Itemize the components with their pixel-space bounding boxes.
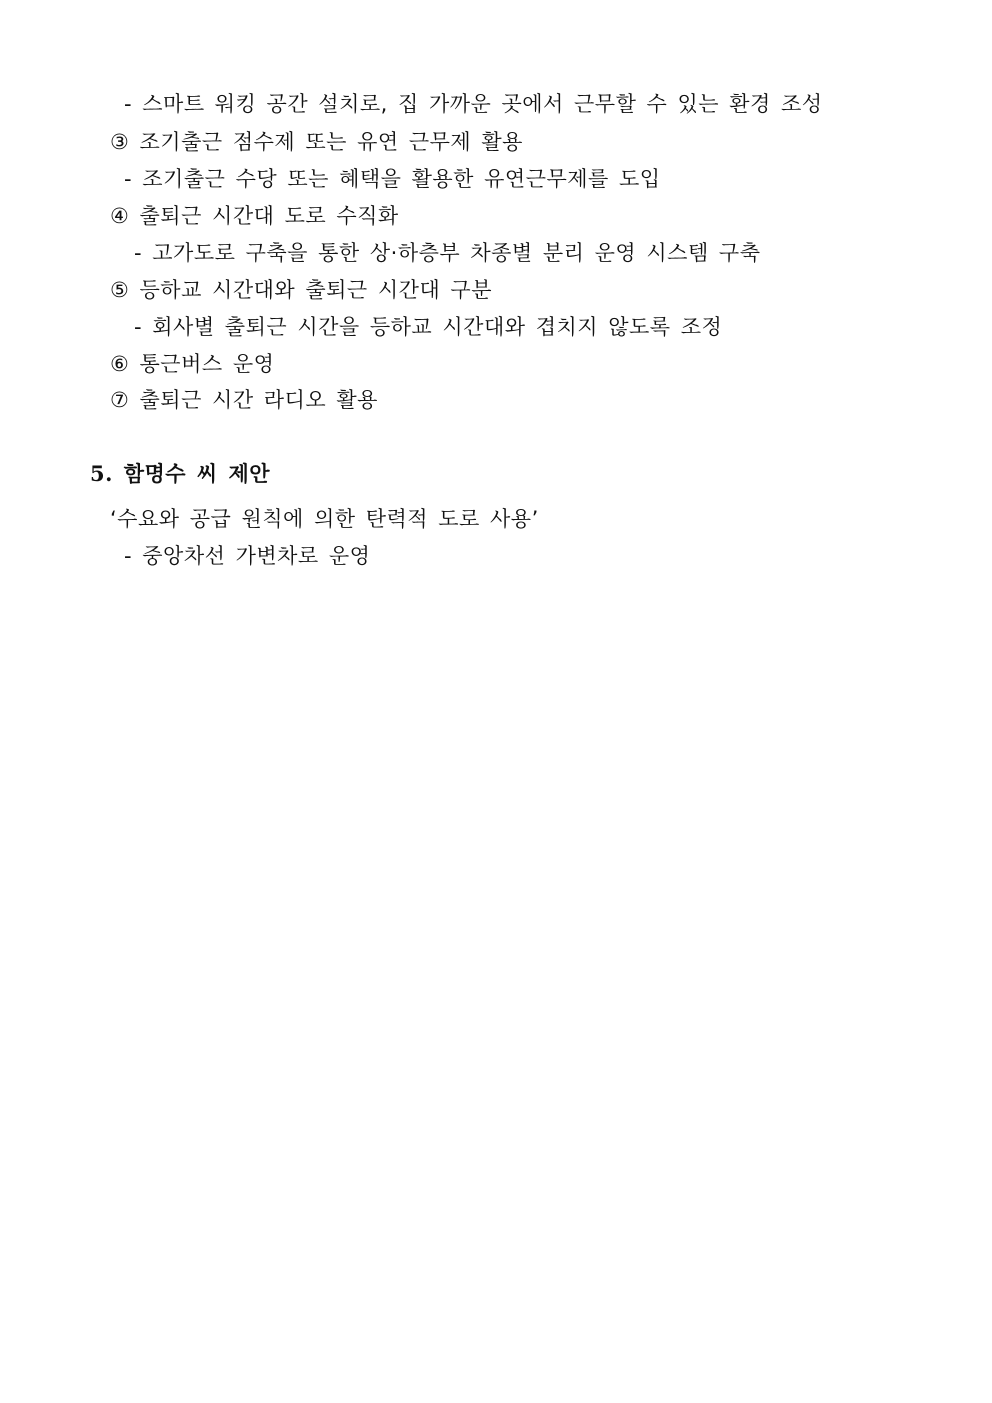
list-item-5: ⑤ 등하교 시간대와 출퇴근 시간대 구분 (110, 278, 492, 302)
list-sub-item-smart-working: - 스마트 워킹 공간 설치로, 집 가까운 곳에서 근무할 수 있는 환경 조성 (124, 92, 823, 116)
list-item-3: ③ 조기출근 점수제 또는 유연 근무제 활용 (110, 130, 523, 154)
proposal-sub-item: - 중앙차선 가변차로 운영 (124, 544, 371, 568)
list-sub-item-5: - 회사별 출퇴근 시간을 등하교 시간대와 겹치지 않도록 조정 (134, 315, 723, 339)
section-heading-5: 5. 함명수 씨 제안 (90, 461, 271, 486)
list-item-7: ⑦ 출퇴근 시간 라디오 활용 (110, 388, 378, 412)
list-sub-item-4: - 고가도로 구축을 통한 상·하층부 차종별 분리 운영 시스템 구축 (134, 241, 761, 265)
list-item-4: ④ 출퇴근 시간대 도로 수직화 (110, 204, 399, 228)
proposal-quote: ‘수요와 공급 원칙에 의한 탄력적 도로 사용’ (110, 507, 539, 531)
list-sub-item-3: - 조기출근 수당 또는 혜택을 활용한 유연근무제를 도입 (124, 167, 661, 191)
list-item-6: ⑥ 통근버스 운영 (110, 352, 275, 376)
